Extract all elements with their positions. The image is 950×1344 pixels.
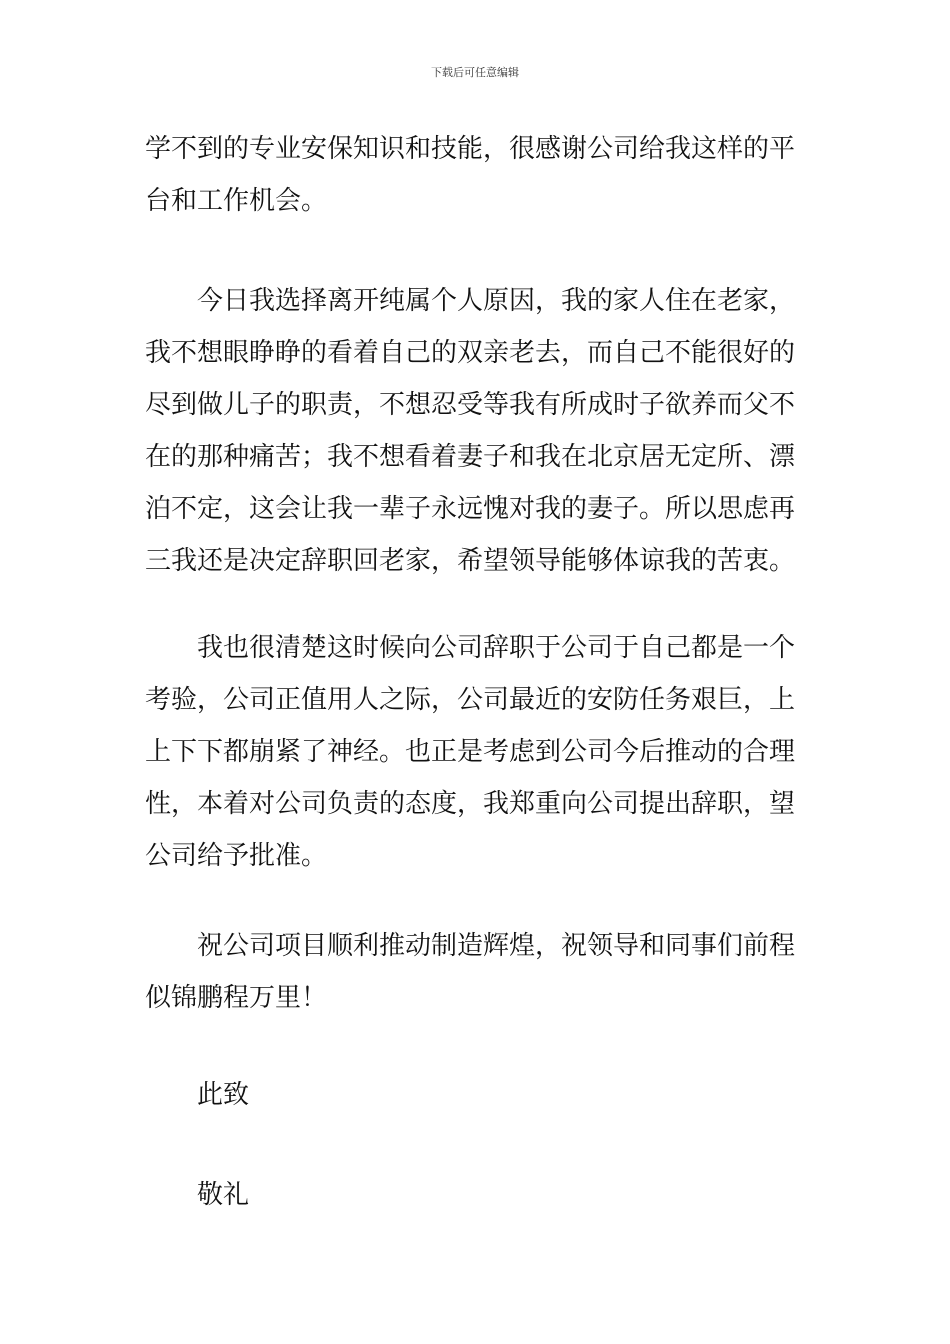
paragraph-line: 三我还是决定辞职回老家，希望领导能够体谅我的苦衷。 — [145, 546, 796, 576]
paragraph-4 — [145, 920, 810, 1024]
paragraph-line: 泊不定，这会让我一辈子永远愧对我的妻子。所以思虑再 — [145, 494, 796, 524]
paragraph-line: 上下下都崩紧了神经。也正是考虑到公司今后推动的合理 — [145, 737, 796, 767]
paragraph-1 — [145, 123, 810, 227]
page-header: 下载后可任意编辑 — [431, 66, 519, 79]
paragraph-line: 公司给予批准。 — [145, 841, 328, 871]
paragraph-line: 考验，公司正值用人之际，公司最近的安防任务艰巨，上 — [145, 685, 796, 715]
paragraph-line: 性，本着对公司负责的态度，我郑重向公司提出辞职，望 — [145, 789, 796, 819]
paragraph-line: 我不想眼睁睁的看着自己的双亲老去，而自己不能很好的 — [145, 338, 796, 368]
paragraph-line: 似锦鹏程万里！ — [145, 983, 328, 1013]
closing-line-2: 敬礼 — [197, 1180, 250, 1210]
paragraph-2 — [145, 275, 810, 587]
paragraph-line: 学不到的专业安保知识和技能，很感谢公司给我这样的平 — [145, 134, 796, 164]
closing-line-1: 此致 — [197, 1080, 250, 1110]
paragraph-line: 在的那种痛苦；我不想看着妻子和我在北京居无定所、漂 — [145, 442, 796, 472]
paragraph-3 — [145, 622, 810, 882]
paragraph-line: 我也很清楚这时候向公司辞职于公司于自己都是一个 — [197, 633, 796, 663]
paragraph-line: 尽到做儿子的职责，不想忍受等我有所成时子欲养而父不 — [145, 390, 796, 420]
closing-salutation — [145, 1069, 810, 1121]
closing-regards — [145, 1169, 810, 1221]
paragraph-line: 今日我选择离开纯属个人原因，我的家人住在老家， — [197, 286, 796, 316]
paragraph-line: 台和工作机会。 — [145, 186, 328, 216]
paragraph-line: 祝公司项目顺利推动制造辉煌，祝领导和同事们前程 — [197, 931, 796, 961]
